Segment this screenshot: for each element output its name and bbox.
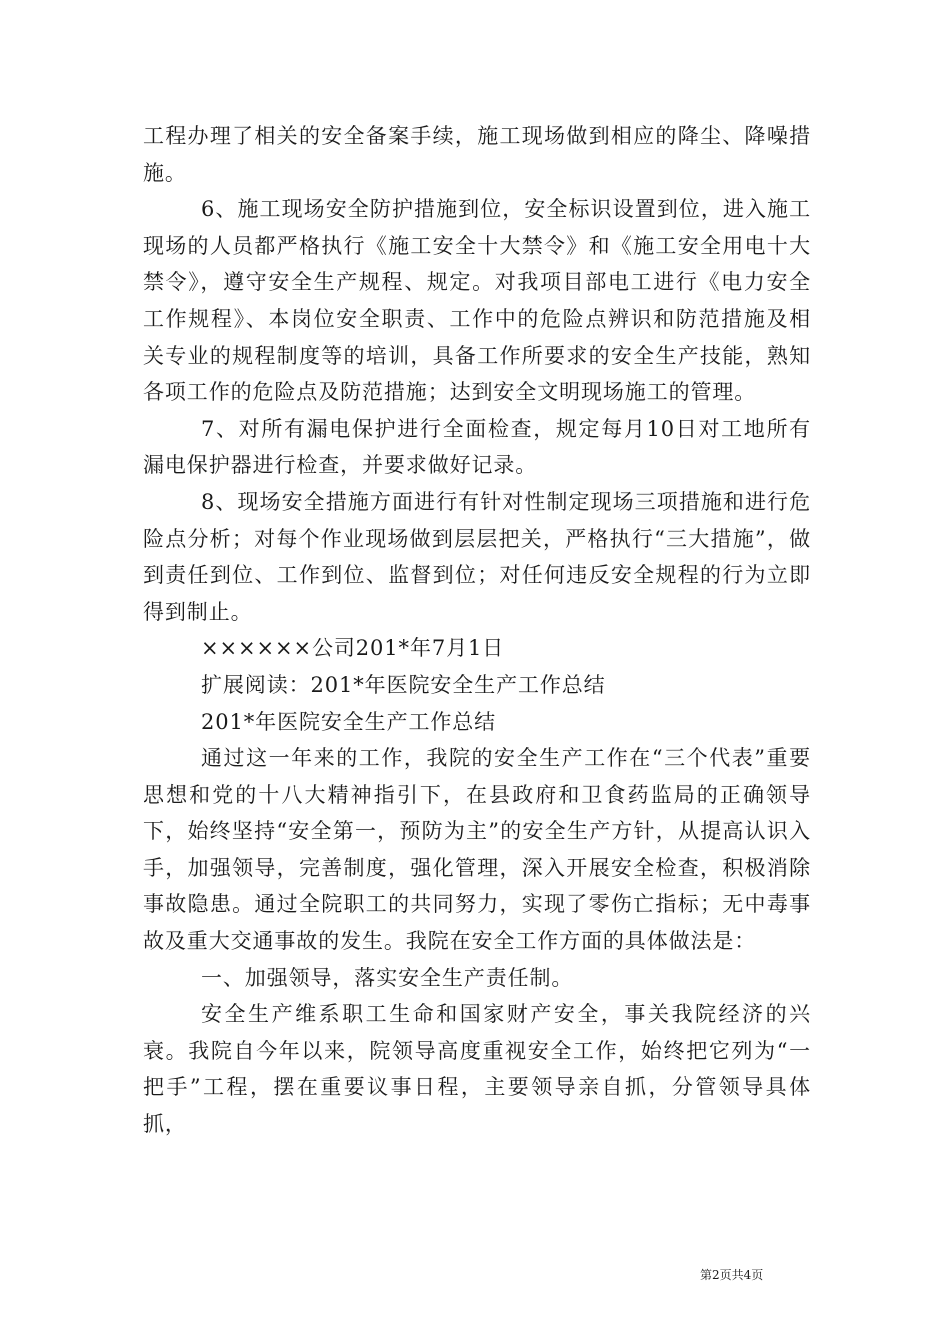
heading-one: 一、加强领导，落实安全生产责任制。 — [201, 965, 574, 990]
paragraph-item-7: 7、对所有漏电保护进行全面检查，规定每月10日对工地所有漏电保护器进行检查，并要求做好记录。 — [143, 416, 811, 478]
section-title: 201*年医院安全生产工作总结 — [201, 709, 497, 734]
paragraph-item-8: 8、现场安全措施方面进行有针对性制定现场三项措施和进行危险点分析；对每个作业现场做到层层把关，严格执行“三大措施”，做到责任到位、工作到位、监督到位；对任何违反安全规程的行为立即得到制止。 — [143, 489, 811, 624]
page-number: 第2页共4页 — [700, 1268, 764, 1282]
paragraph-intro: 通过这一年来的工作，我院的安全生产工作在“三个代表”重要思想和党的十八大精神指引下，在县政府和卫食药监局的正确领导下，始终坚持“安全第一，预防为主”的安全生产方针，从提高认识入手，加强领导，完善制度，强化管理，深入开展安全检查，积极消除事故隐患。通过全院职工的共同努力，实现了零伤亡指标；无中毒事故及重大交通事故的发生。我院在安全工作方面的具体做法是： — [143, 746, 811, 954]
extended-reading-line: 扩展阅读：201*年医院安全生产工作总结 — [201, 672, 606, 697]
paragraph-1: 工程办理了相关的安全备案手续，施工现场做到相应的降尘、降噪措施。 — [143, 124, 811, 185]
document-body — [143, 118, 811, 1143]
paragraph-item-6: 6、施工现场安全防护措施到位，安全标识设置到位，进入施工现场的人员都严格执行《施工安全十大禁令》和《施工安全用电十大禁令》，遵守安全生产规程、规定。对我项目部电工进行《电力安全工作规程》、本岗位安全职责、工作中的危险点辨识和防范措施及相关专业的规程制度等的培训，具备工作所要求的安全生产技能，熟知各项工作的危险点及防范措施；达到安全文明现场施工的管理。 — [143, 197, 811, 405]
signature-line: ××××××公司201*年7月1日 — [201, 636, 505, 661]
paragraph-last: 安全生产维系职工生命和国家财产安全，事关我院经济的兴衰。我院自今年以来，院领导高度重视安全工作，始终把它列为“一把手”工程，摆在重要议事日程，主要领导亲自抓，分管领导具体抓， — [143, 1002, 811, 1137]
